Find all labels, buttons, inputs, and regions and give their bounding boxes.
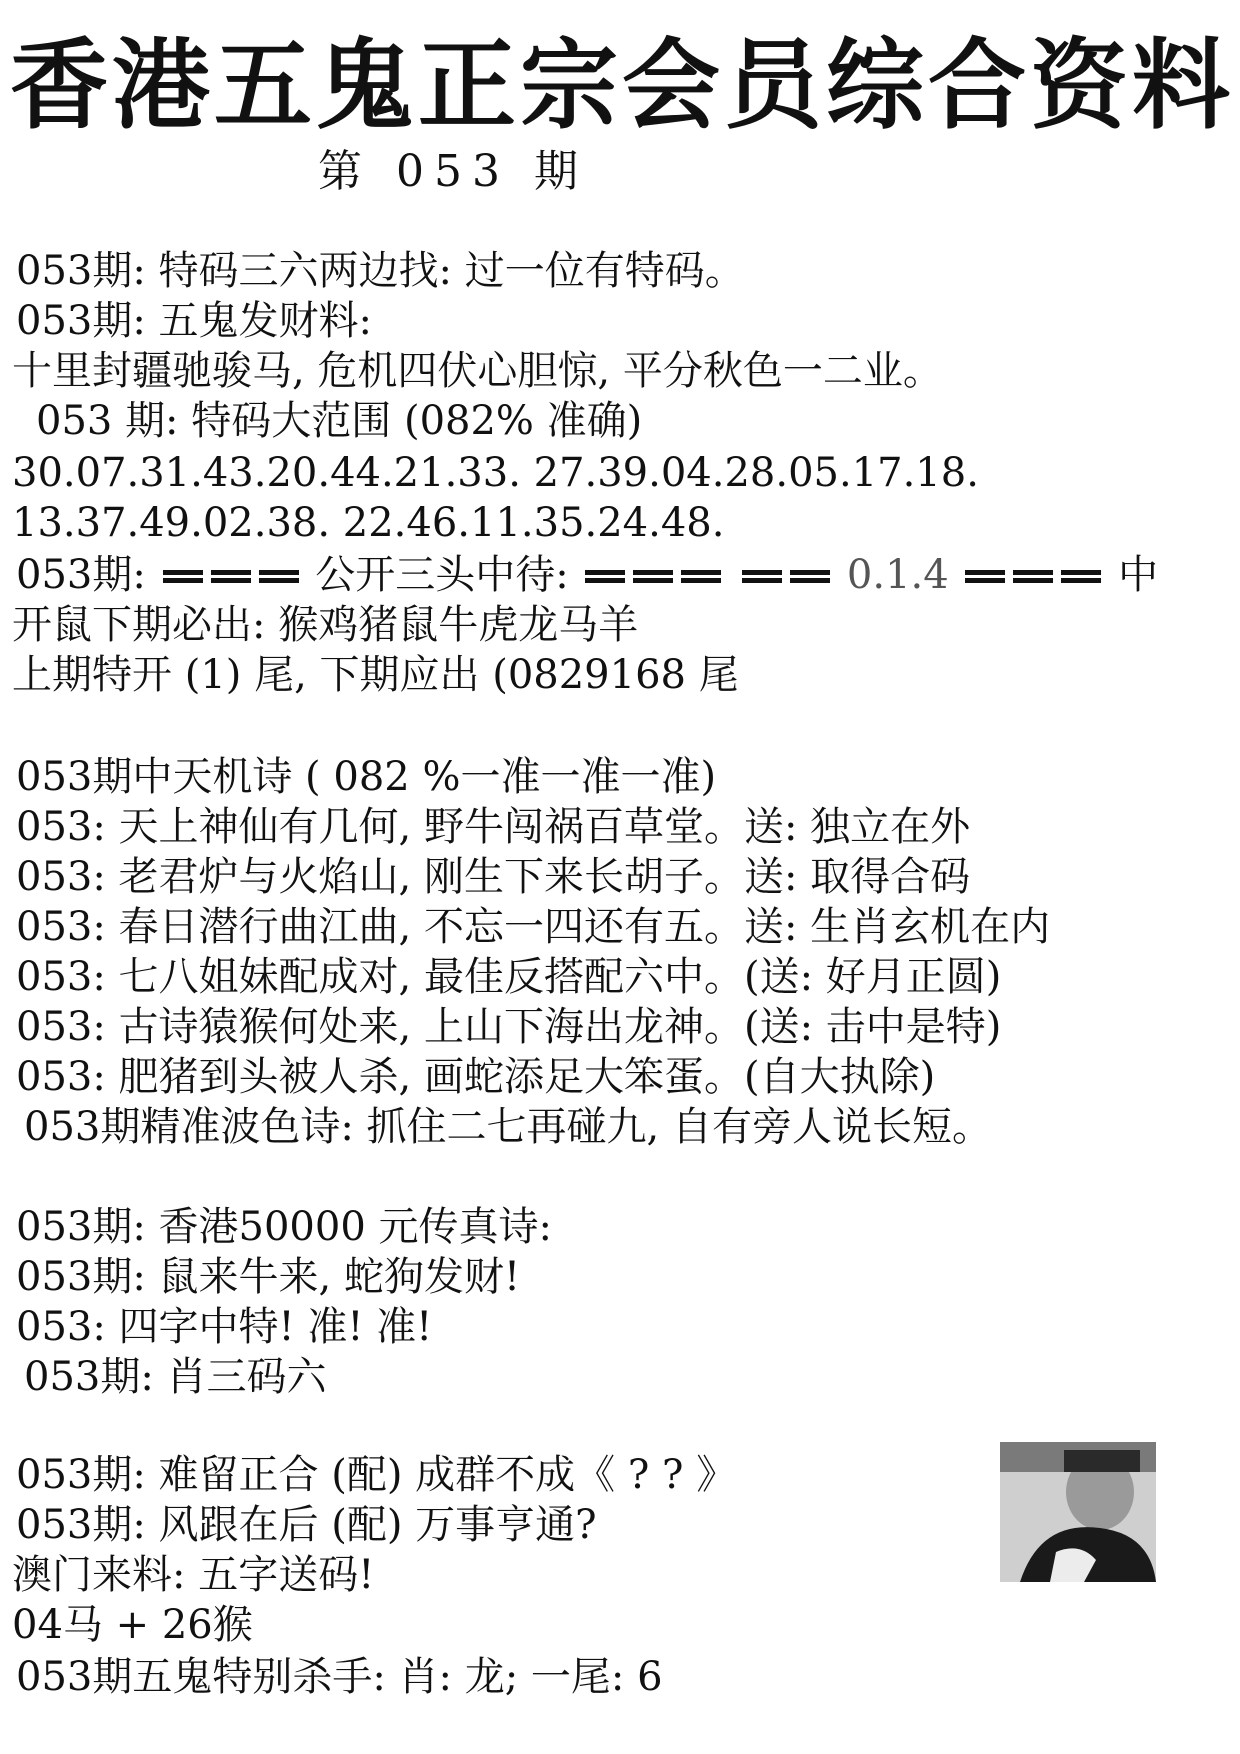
redaction-mark: [1013, 570, 1053, 586]
line-poem-3: 053: 春日潜行曲江曲, 不忘一四还有五。送: 生肖玄机在内: [16, 904, 1051, 950]
line-three-heads-numbers: 0.1.4: [846, 552, 949, 598]
line-macau-codes: 04马 + 26猴: [12, 1602, 253, 1648]
redaction-mark: [965, 570, 1005, 586]
line-poem-1: 053: 天上神仙有几何, 野牛闯祸百草堂。送: 独立在外: [16, 804, 971, 850]
line-poem-2: 053: 老君炉与火焰山, 刚生下来长胡子。送: 取得合码: [16, 854, 971, 900]
redaction-mark: [1061, 570, 1101, 586]
line-poem-6: 053: 肥猪到头被人杀, 画蛇添足大笨蛋。(自大执除): [16, 1054, 936, 1100]
redaction-mark: [259, 570, 299, 586]
line-fortune-verse: 十里封疆驰骏马, 危机四伏心胆惊, 平分秋色一二业。: [12, 348, 943, 394]
line-poem-4: 053: 七八姐妹配成对, 最佳反搭配六中。(送: 好月正圆): [16, 954, 1002, 1000]
portrait-illustration: [1000, 1442, 1156, 1582]
page-title: 香港五鬼正宗会员综合资料: [10, 29, 1235, 143]
line-number-range-1: 30.07.31.43.20.44.21.33. 27.39.04.28.05.17.18.: [12, 450, 979, 496]
line-three-heads: [16, 550, 1158, 600]
line-killer: 053期五鬼特别杀手: 肖: 龙; 一尾: 6: [16, 1654, 663, 1700]
redaction-mark: [790, 570, 830, 586]
redaction-mark: [633, 570, 673, 586]
line-fortune-header: 053期: 五鬼发财料:: [16, 298, 373, 344]
line-three-heads-end: 中: [1118, 552, 1159, 598]
line-tail-forecast: 上期特开 (1) 尾, 下期应出 (0829168 尾: [12, 652, 739, 698]
issue-number: 第 053 期: [318, 146, 588, 197]
line-macau-header: 澳门来料: 五字送码!: [12, 1552, 375, 1598]
line-poem-header: 053期中天机诗 ( 082 %一准一准一准): [16, 754, 717, 800]
line-number-range-2: 13.37.49.02.38. 22.46.11.35.24.48.: [12, 500, 725, 546]
line-range-header: 053 期: 特码大范围 (082% 准确): [36, 398, 643, 444]
line-fax-poem-header: 053期: 香港50000 元传真诗:: [16, 1204, 552, 1250]
redaction-mark: [681, 570, 721, 586]
redaction-mark: [742, 570, 782, 586]
line-riddle-1: 053期: 难留正合 (配) 成群不成《 ? ? 》: [16, 1452, 737, 1498]
line-rat-forecast: 开鼠下期必出: 猴鸡猪鼠牛虎龙马羊: [12, 602, 639, 648]
portrait-photo: [1000, 1442, 1156, 1582]
line-three-heads-middle: 公开三头中待:: [315, 552, 569, 598]
line-special-code-hint: 053期: 特码三六两边找: 过一位有特码。: [16, 248, 745, 294]
line-zodiac-three: 053期: 肖三码六: [24, 1354, 327, 1400]
redaction-mark: [211, 570, 251, 586]
line-fax-poem: 053期: 鼠来牛来, 蛇狗发财!: [16, 1254, 521, 1300]
line-wave-color-poem: 053期精准波色诗: 抓住二七再碰九, 自有旁人说长短。: [24, 1104, 992, 1150]
redaction-mark: [585, 570, 625, 586]
line-four-characters: 053: 四字中特! 准! 准!: [16, 1304, 433, 1350]
line-poem-5: 053: 古诗猿猴何处来, 上山下海出龙神。(送: 击中是特): [16, 1004, 1002, 1050]
line-riddle-2: 053期: 风跟在后 (配) 万事亨通?: [16, 1502, 597, 1548]
line-three-heads-prefix: 053期:: [16, 552, 146, 598]
redaction-mark: [163, 570, 203, 586]
